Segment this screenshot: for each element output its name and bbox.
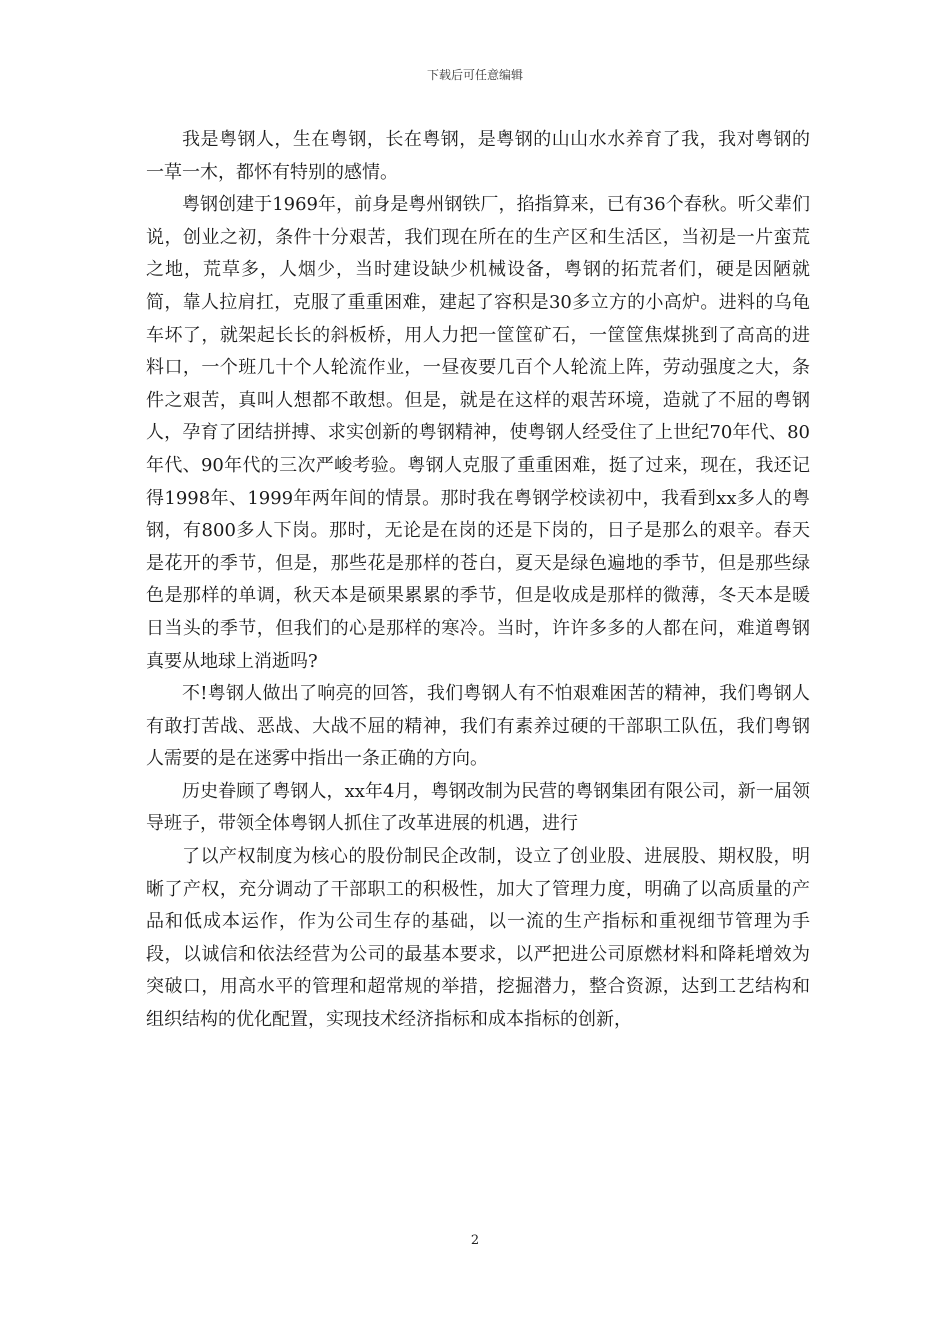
- paragraph-intro: 我是粤钢人，生在粤钢，长在粤钢，是粤钢的山山水水养育了我，我对粤钢的一草一木，都怀有特别的感情。: [146, 129, 810, 183]
- page-header: 下载后可任意编辑: [426, 68, 523, 82]
- page-number: 2: [470, 1233, 480, 1248]
- document-body: [146, 124, 810, 1037]
- paragraph-reform-continued: 了以产权制度为核心的股份制民企改制，设立了创业股、进展股、期权股，明晰了产权，充分调动了干部职工的积极性，加大了管理力度，明确了以高质量的产品和低成本运作，作为公司生存的基础，以一流的生产指标和重视细节管理为手段，以诚信和依法经营为公司的最基本要求，以严把进公司原燃材料和降耗增效为突破口，用高水平的管理和超常规的举措，挖掘潜力，整合资源，达到工艺结构和组织结构的优化配置，实现技术经济指标和成本指标的创新，: [146, 846, 810, 1031]
- paragraph-reform: 历史眷顾了粤钢人，xx年4月，粤钢改制为民营的粤钢集团有限公司，新一届领导班子，带领全体粤钢人抓住了改革进展的机遇，进行: [146, 780, 810, 835]
- paragraph-response: 不!粤钢人做出了响亮的回答，我们粤钢人有不怕艰难困苦的精神，我们粤钢人有敢打苦战、恶战、大战不屈的精神，我们有素养过硬的干部职工队伍，我们粤钢人需要的是在迷雾中指出一条正确的方向。: [146, 683, 810, 770]
- paragraph-history: 粤钢创建于1969年，前身是粤州钢铁厂，掐指算来，已有36个春秋。听父辈们说，创业之初，条件十分艰苦，我们现在所在的生产区和生活区，当初是一片蛮荒之地，荒草多，人烟少，当时建设缺少机械设备，粤钢的拓荒者们，硬是因陋就简，靠人拉肩扛，克服了重重困难，建起了容积是30多立方的小高炉。进料的乌龟车坏了，就架起长长的斜板桥，用人力把一筐筐矿石，一筐筐焦煤挑到了高高的进料口，一个班几十个人轮流作业，一昼夜要几百个人轮流上阵，劳动强度之大，条件之艰苦，真叫人想都不敢想。但是，就是在这样的艰苦环境，造就了不屈的粤钢人，孕育了团结拼搏、求实创新的粤钢精神，使粤钢人经受住了上世纪70年代、80年代、90年代的三次严峻考验。粤钢人克服了重重困难，挺了过来，现在，我还记得1998年、1999年两年间的情景。那时我在粤钢学校读初中，我看到xx多人的粤钢，有800多人下岗。那时，无论是在岗的还是下岗的，日子是那么的艰辛。春天是花开的季节，但是，那些花是那样的苍白，夏天是绿色遍地的季节，但是那些绿色是那样的单调，秋天本是硕果累累的季节，但是收成是那样的微薄，冬天本是暖日当头的季节，但我们的心是那样的寒冷。当时，许许多多的人都在问，难道粤钢真要从地球上消逝吗?: [146, 194, 810, 672]
